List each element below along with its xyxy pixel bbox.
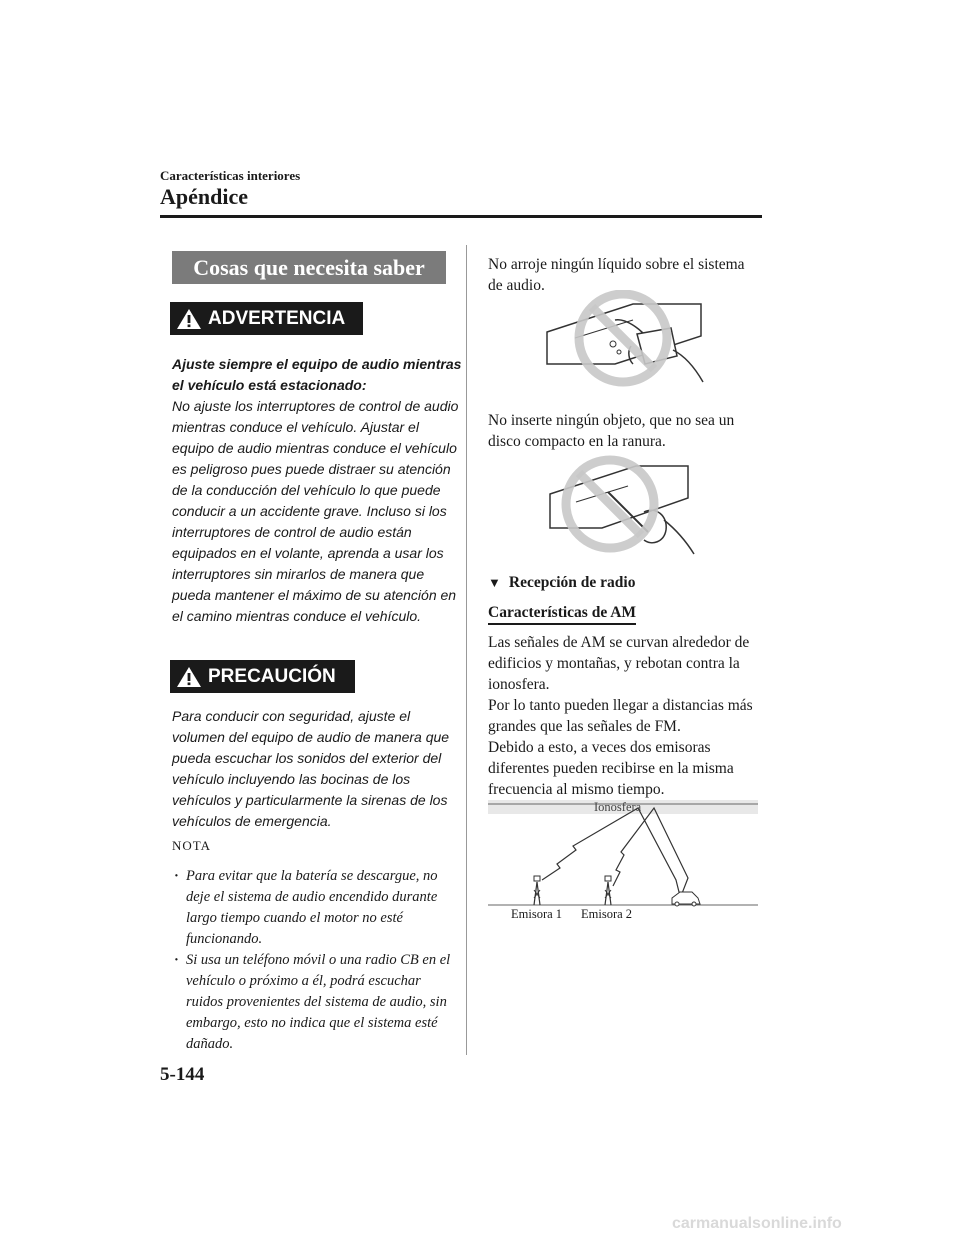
watermark: carmanualsonline.info [672,1215,842,1232]
page-number: 5-144 [160,1064,205,1085]
warning-triangle-icon [176,308,202,330]
tower-2-icon [605,876,611,905]
no-object-illustration [548,450,698,558]
no-object-text: No inserte ningún objeto, que no sea un disco compacto en la ranura. [488,412,735,450]
caution-label-text: PRECAUCIÓN [208,665,336,687]
am-propagation-diagram [488,800,760,912]
am-body: Las señales de AM se curvan alrededor de edificios y montañas, y rebotan contra la ionosfera. Por lo tanto pueden llegar a distancias más grandes que las señales de FM. Debido a esto, a veces dos emisoras diferentes pueden recibirse en la misma frecuencia al mismo tiempo. [488,634,753,798]
column-divider [466,245,467,1055]
caution-body: Para conducir con seguridad, ajuste el volumen del equipo de audio de manera que pueda escuchar los sonidos del exterior del vehículo incluyendo las bocinas de los vehículos y particularmente la sirenas de los vehículos de emergencia. [172,708,450,829]
chapter-title: Características interiores [160,168,301,183]
ionosphere-label: Ionosfera [594,800,642,814]
subsection-heading [488,574,635,592]
no-liquid-illustration [545,290,705,402]
am-heading: Características de AM [488,604,636,625]
warning-body: No ajuste los interruptores de control de audio mientras conduce el vehículo. Ajustar el equipo de audio mientras conduce el vehículo es peligroso pues puede distraer su atención de la conducción del vehículo lo que puede conducir a un accidente grave. Incluso si los interruptores de control de audio están equipados en el volante, aprenda a usar los interruptores sin mirarlos de manera que pueda mantener el máximo de su atención en el camino mientras conduce el vehículo. [172,398,459,624]
topic-banner: Cosas que necesita saber [172,251,446,284]
note-item: · Si usa un teléfono móvil o una radio CB en el vehículo o próximo a él, podrá escuchar ruidos provenientes del sistema de audio, sin embargo, esto no indica que el sistema esté dañado. [172,950,457,1055]
caution-triangle-icon [176,666,202,688]
note-list [172,866,457,1055]
warning-heading: Ajuste siempre el equipo de audio mientras el vehículo está estacionado: [172,356,462,393]
station-2-label: Emisora 2 [581,907,633,921]
warning-label [170,302,363,335]
no-liquid-text: No arroje ningún líquido sobre el sistema de audio. [488,256,745,294]
tower-1-icon [534,876,540,905]
subsection-heading-text: Recepción de radio [508,574,636,591]
header-rule [160,215,762,218]
warning-text [172,354,462,627]
car-icon [672,892,700,906]
caution-label [170,660,355,693]
warning-label-text: ADVERTENCIA [208,307,346,329]
note-item: · Para evitar que la batería se descargue, no deje el sistema de audio encendido durante largo tiempo cuando el motor no esté funcionando. [172,866,457,950]
section-marker-icon: ▼ [488,575,501,590]
section-title: Apéndice [160,184,248,209]
station-1-label: Emisora 1 [511,907,563,921]
note-label: NOTA [172,838,212,853]
